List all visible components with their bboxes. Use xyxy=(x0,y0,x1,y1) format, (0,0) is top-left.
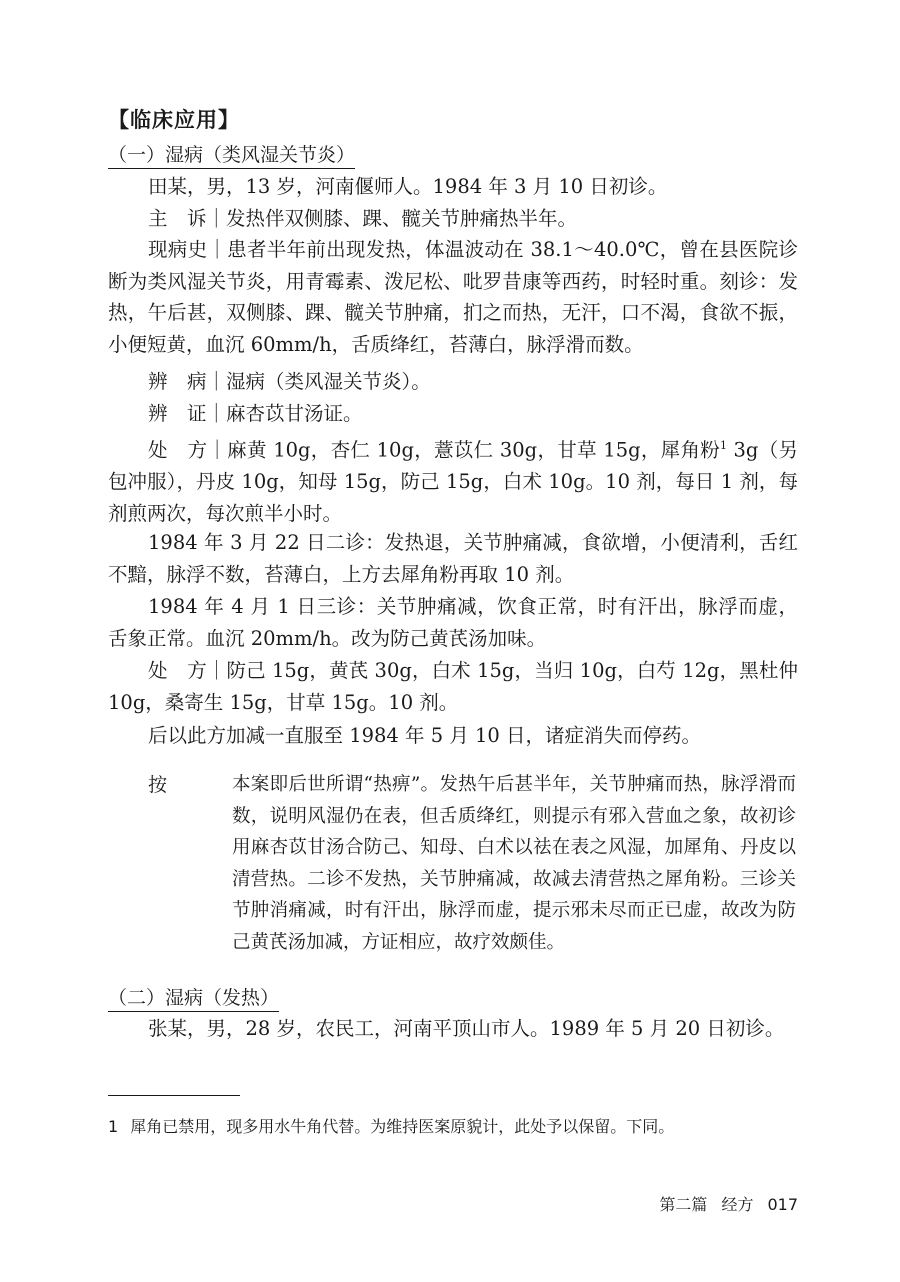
footnote-divider xyxy=(108,1095,240,1096)
note-label: 按 xyxy=(148,774,168,796)
footnote-ref: 1 xyxy=(720,439,728,452)
case2-intro: 张某，男，28 岁，农民工，河南平顶山市人。1989 年 5 月 20 日初诊。 xyxy=(148,1017,785,1040)
prescription-2-text: 防己 15g，黄芪 30g，白术 15g，当归 10g，白芍 12g，黑杜仲 10g，桑寄生 15g，甘草 15g。10 剂。 xyxy=(108,659,798,714)
page-footer xyxy=(645,1192,798,1215)
syndrome-label: 辨 证｜ xyxy=(148,402,227,425)
history-text: 患者半年前出现发热，体温波动在 38.1～40.0℃，曾在县医院诊断为类风湿关节炎，用青霉素、泼尼松、吡罗昔康等西药，时轻时重。刻诊：发热，午后甚，双侧膝、踝、髋关节肿痛，扪之而热，无汗，口不渴，食欲不振，小便短黄，血沉 60mm/h，舌质绛红，苔薄白，脉浮滑而数。 xyxy=(108,238,798,356)
prescription-1-label: 处 方｜ xyxy=(148,438,228,462)
section-heading: 【临床应用】 xyxy=(108,108,240,132)
disease-label: 辨 病｜ xyxy=(148,370,227,393)
case1-visit3: 1984 年 4 月 1 日三诊：关节肿痛减，饮食正常，时有汗出，脉浮而虚，舌象正常。血沉 20mm/h。改为防己黄芪汤加味。 xyxy=(108,595,798,650)
footer-part: 第二篇 xyxy=(659,1195,708,1214)
syndrome-text: 麻杏苡甘汤证。 xyxy=(226,402,363,425)
disease-text: 湿病（类风湿关节炎）。 xyxy=(226,370,431,393)
case1-prescription-2 xyxy=(108,655,798,718)
case1-visit2: 1984 年 3 月 22 日二诊：发热退，关节肿痛减，食欲增，小便清利，舌红不黯，脉浮不数，苔薄白，上方去犀角粉再取 10 剂。 xyxy=(108,531,798,586)
prescription-1-text-a: 麻黄 10g，杏仁 10g，薏苡仁 30g，甘草 15g，犀角粉 xyxy=(227,438,721,462)
case1-prescription-1 xyxy=(108,430,798,529)
prescription-1-text-b: 3g（另包冲服），丹皮 10g，知母 15g，防己 15g，白术 10g。10 剂，每日 1 剂，每剂煎两次，每次煎半小时。 xyxy=(108,438,798,525)
case1-followup: 后以此方加减一直服至 1984 年 5 月 10 日，诸症消失而停药。 xyxy=(148,724,702,747)
page-number: 017 xyxy=(767,1195,798,1214)
prescription-2-label: 处 方｜ xyxy=(148,659,227,682)
footer-section: 经方 xyxy=(721,1195,754,1214)
case2-title: （二）湿病（发热） xyxy=(108,983,279,1012)
case1-disease xyxy=(108,366,798,398)
footnote xyxy=(108,1114,798,1137)
case1-intro: 田某，男，13 岁，河南偃师人。1984 年 3 月 10 日初诊。 xyxy=(148,175,668,198)
case1-syndrome xyxy=(108,398,798,430)
complaint-text: 发热伴双侧膝、踝、髋关节肿痛热半年。 xyxy=(226,207,578,230)
history-label: 现病史｜ xyxy=(148,238,228,261)
case1-complaint xyxy=(108,203,798,235)
case1-history xyxy=(108,234,798,360)
footnote-number: 1 xyxy=(108,1117,119,1136)
note-text: 本案即后世所谓“热痹”。发热午后甚半年，关节肿痛而热，脉浮滑而数，说明风湿仍在表，但舌质绛红，则提示有邪入营血之象，故初诊用麻杏苡甘汤合防己、知母、白术以祛在表之风湿，加犀角、丹皮以清营热。二诊不发热，关节肿痛减，故减去清营热之犀角粉。三诊关节肿消痛减，时有汗出，脉浮而虚，提示邪未尽而正已虚，故改为防己黄芪汤加减，方证相应，故疗效颇佳。 xyxy=(232,774,796,953)
complaint-label: 主 诉｜ xyxy=(148,207,227,230)
footnote-text: 犀角已禁用，现多用水牛角代替。为维持医案原貌计，此处予以保留。下同。 xyxy=(130,1117,675,1136)
case1-title: （一）湿病（类风湿关节炎） xyxy=(108,140,355,169)
